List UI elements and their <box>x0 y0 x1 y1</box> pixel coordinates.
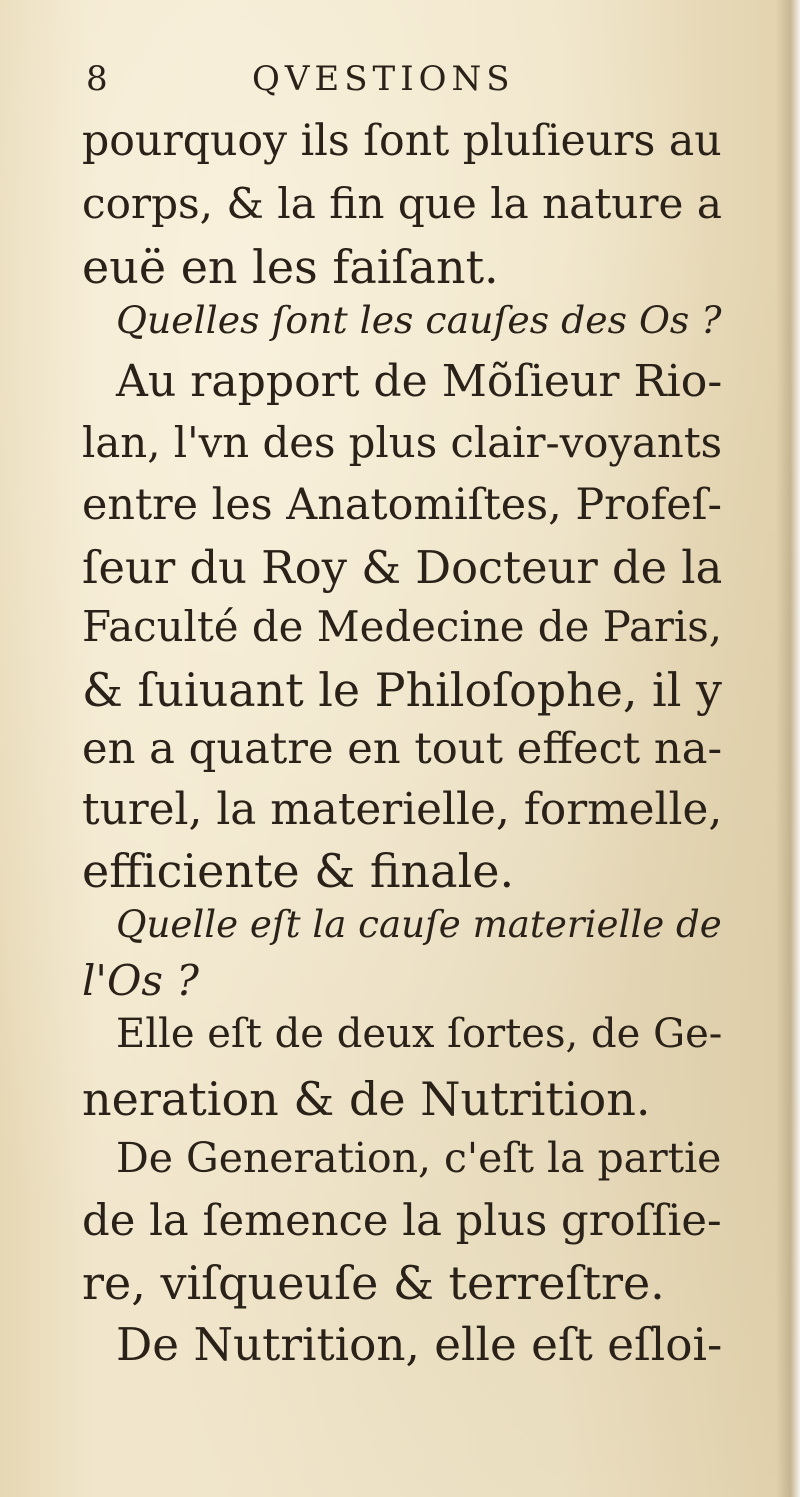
running-title: QVESTIONS <box>252 59 515 99</box>
text-line-16: Elle eſt de deux ſortes, de Ge- <box>116 1011 723 1057</box>
text-line-9: Faculté de Medecine de Paris, <box>82 602 723 651</box>
text-line-12: turel, la materielle, formelle, <box>82 784 723 835</box>
text-line-17: neration & de Nutrition. <box>82 1072 651 1126</box>
text-line-20: re, viſqueuſe & terreſtre. <box>82 1256 665 1310</box>
text-line-11: en a quatre en tout effect na- <box>82 724 723 774</box>
page-number: 8 <box>86 59 113 99</box>
question-heading-2: Quelle eſt la cauſe materielle de <box>116 903 722 946</box>
text-line-21: De Nutrition, elle eſt eſloi- <box>116 1318 723 1371</box>
text-line-13: efficiente & finale. <box>82 844 515 898</box>
question-heading-1: Quelles ſont les cauſes des Os ? <box>116 298 722 342</box>
text-line-6: lan, l'vn des plus clair-voyants <box>82 418 723 467</box>
text-line-7: entre les Anatomiſtes, Profeſ- <box>82 480 722 530</box>
question-heading-2-cont: l'Os ? <box>82 956 199 1005</box>
text-line-10: & ſuiuant le Philoſophe, il y <box>82 663 722 717</box>
text-line-19: de la ſemence la plus groſſie- <box>82 1196 722 1246</box>
text-line-2: corps, & la fin que la nature a <box>82 179 722 228</box>
text-line-8: ſeur du Roy & Docteur de la <box>82 541 723 594</box>
text-line-1: pourquoy ils ſont pluſieurs au <box>82 116 722 166</box>
text-line-3: euë en les faiſant. <box>82 240 499 294</box>
text-line-18: De Generation, c'eſt la partie <box>116 1134 722 1182</box>
text-line-5: Au rapport de Mõſieur Rio- <box>116 356 723 407</box>
